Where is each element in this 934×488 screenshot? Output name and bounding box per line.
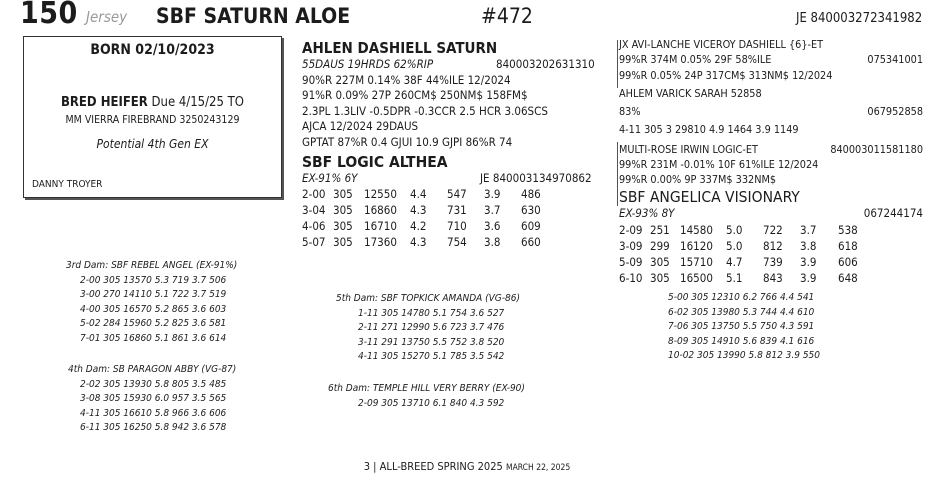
- pedigree-record: 3-11 291 13750 5.5 752 3.8 520: [358, 336, 505, 348]
- grand-dam-record: 10-02 305 13990 5.8 812 3.9 550: [668, 350, 820, 362]
- pedigree-record: 3-00 270 14110 5.1 722 3.7 519: [80, 289, 227, 301]
- pedigree-record: 2-00 305 13570 5.3 719 3.7 506: [80, 274, 227, 286]
- sire-line2: 90%R 227M 0.14% 38F 44%ILE 12/2024: [302, 72, 511, 87]
- record-cell: 630: [521, 203, 541, 218]
- fifth-dam-title: 5th Dam: SBF TOPKICK AMANDA (VG-86): [336, 293, 520, 304]
- record-cell: 14580: [680, 222, 713, 237]
- mgs2-line: [619, 142, 923, 157]
- sire-line3: 91%R 0.09% 27P 260CM$ 250NM$ 158FM$: [302, 88, 528, 103]
- record-cell: 722: [763, 222, 783, 237]
- divider-line: [617, 142, 618, 188]
- dam-records-table: [302, 186, 551, 250]
- breed-label: Jersey: [86, 8, 128, 26]
- record-cell: 5.1: [726, 270, 743, 285]
- mgs-line2: 99%R 0.05% 24P 317CM$ 313NM$ 12/2024: [619, 68, 833, 82]
- dam-reg: JE 840003134970862: [480, 170, 592, 185]
- record-row: [619, 254, 868, 270]
- record-cell: 16860: [364, 203, 397, 218]
- record-cell: 3.9: [484, 187, 501, 202]
- footer-page: 3 | ALL-BREED SPRING 2025: [363, 460, 503, 473]
- info-box: [23, 36, 282, 198]
- pedigree-record: 2-09 305 13710 6.1 840 4.3 592: [358, 397, 505, 409]
- pedigree-record: 5-02 284 15960 5.2 825 3.6 581: [80, 318, 227, 330]
- potential-note: Potential 4th Gen EX: [96, 137, 209, 151]
- record-cell: 5.0: [726, 238, 743, 253]
- bred-status: [24, 95, 281, 110]
- mgs-line1: [619, 52, 923, 67]
- grand-dam-class: EX-93% 8Y: [619, 205, 675, 220]
- record-cell: 3-09: [619, 238, 643, 253]
- record-cell: 739: [763, 254, 783, 269]
- record-cell: 547: [447, 187, 467, 202]
- record-cell: 305: [650, 270, 670, 285]
- record-cell: 4.2: [410, 219, 427, 234]
- consignor-name: DANNY TROYER: [32, 179, 103, 190]
- sire-daughters: 55DAUS 19HRDS 62%RIP: [302, 57, 434, 71]
- pg-dam-name: AHLEM VARICK SARAH 52858: [619, 86, 762, 100]
- record-cell: 648: [838, 270, 858, 285]
- record-cell: 305: [333, 219, 353, 234]
- record-cell: 3.9: [800, 254, 817, 269]
- mgs-name: JX AVI-LANCHE VICEROY DASHIELL {6}-ET: [619, 38, 824, 51]
- dam-name: SBF LOGIC ALTHEA: [302, 152, 448, 171]
- sire-line1: [302, 57, 602, 73]
- sire-reg: 840003202631310: [496, 57, 595, 71]
- pedigree-record: 2-02 305 13930 5.8 805 3.5 485: [80, 378, 227, 390]
- fifth-dam: [336, 292, 520, 365]
- record-cell: 3.9: [800, 270, 817, 285]
- record-cell: 305: [333, 235, 353, 250]
- pg-dam-percent: 83%: [619, 105, 641, 119]
- sire-section: [302, 39, 602, 250]
- record-cell: 16500: [680, 270, 713, 285]
- record-cell: 4.3: [410, 235, 427, 250]
- record-cell: 5-07: [302, 235, 326, 250]
- record-cell: 754: [447, 235, 467, 250]
- record-cell: 5.0: [726, 222, 743, 237]
- third-dam: [66, 259, 237, 347]
- record-cell: 3.7: [800, 222, 817, 237]
- registration-number: JE 840003272341982: [796, 11, 923, 26]
- birth-date: BORN 02/10/2023: [90, 42, 215, 58]
- grand-dam-record: 6-02 305 13980 5.3 744 4.4 610: [668, 306, 815, 318]
- mgs-reg: 075341001: [867, 53, 923, 67]
- record-cell: 3-04: [302, 203, 326, 218]
- pedigree-record: 6-11 305 16250 5.8 942 3.6 578: [80, 422, 227, 434]
- pedigree-record: 7-01 305 16860 5.1 861 3.6 614: [80, 332, 227, 344]
- record-row: [619, 238, 868, 254]
- record-cell: 660: [521, 235, 541, 250]
- due-date: Due 4/15/25 TO: [147, 95, 244, 110]
- mgs-stats: 99%R 374M 0.05% 29F 58%ILE: [619, 53, 772, 67]
- divider-line: [617, 188, 618, 206]
- third-dam-title: 3rd Dam: SBF REBEL ANGEL (EX-91%): [66, 260, 238, 271]
- record-cell: 843: [763, 270, 783, 285]
- grand-dam-additional-records: [668, 291, 820, 364]
- footer-date: MARCH 22, 2025: [505, 463, 571, 473]
- dam-classification: EX-91% 6Y: [302, 170, 358, 185]
- grand-dam-class-line: [619, 206, 923, 221]
- sire-line5: AJCA 12/2024 29DAUS: [302, 119, 419, 134]
- record-cell: 710: [447, 219, 467, 234]
- sire-line6: GPTAT 87%R 0.4 GJUI 10.9 GJPI 86%R 74: [302, 134, 513, 149]
- record-cell: 486: [521, 187, 541, 202]
- record-cell: 4.3: [410, 203, 427, 218]
- grand-dam-name: SBF ANGELICA VISIONARY: [619, 187, 800, 206]
- animal-name: SBF SATURN ALOE: [156, 4, 351, 28]
- page-footer: [0, 460, 934, 473]
- record-cell: 305: [650, 254, 670, 269]
- record-cell: 4.4: [410, 187, 427, 202]
- grand-dam-records-table: [619, 222, 868, 286]
- sire-line4: 2.3PL 1.3LIV -0.5DPR -0.3CCR 2.5 HCR 3.06SCS: [302, 103, 548, 118]
- pg-dam-record: 4-11 305 3 29810 4.9 1464 3.9 1149: [619, 123, 799, 137]
- record-cell: 609: [521, 219, 541, 234]
- mgs2-line2: 99%R 0.00% 9P 337M$ 332NM$: [619, 173, 777, 187]
- record-cell: 17360: [364, 235, 397, 250]
- record-cell: 251: [650, 222, 670, 237]
- sire-name: AHLEN DASHIELL SATURN: [302, 39, 498, 57]
- record-cell: 305: [333, 203, 353, 218]
- lot-number: 150: [20, 0, 78, 31]
- record-cell: 812: [763, 238, 783, 253]
- pg-dam-reg: 067952858: [867, 105, 923, 119]
- grand-dam-record: 5-00 305 12310 6.2 766 4.4 541: [668, 292, 815, 303]
- fourth-dam: [68, 363, 236, 436]
- record-cell: 16710: [364, 219, 397, 234]
- tag-number: #472: [481, 4, 533, 28]
- record-cell: 3.7: [484, 203, 501, 218]
- grand-dam-record: 8-09 305 14910 5.6 839 4.1 616: [668, 335, 815, 347]
- maternal-section: [619, 37, 923, 286]
- record-row: [302, 202, 551, 218]
- pedigree-record: 3-08 305 15930 6.0 957 3.5 565: [80, 393, 227, 405]
- record-row: [302, 186, 551, 202]
- pedigree-record: 2-11 271 12990 5.6 723 3.7 476: [358, 322, 505, 334]
- pg-dam-line1: [619, 104, 923, 119]
- record-cell: 5-09: [619, 254, 643, 269]
- record-cell: 3.6: [484, 219, 501, 234]
- pedigree-record: 4-11 305 15270 5.1 785 3.5 542: [358, 351, 505, 363]
- record-cell: 3.8: [800, 238, 817, 253]
- record-cell: 12550: [364, 187, 397, 202]
- record-cell: 299: [650, 238, 670, 253]
- bred-heifer-label: BRED HEIFER: [61, 95, 148, 110]
- record-cell: 3.8: [484, 235, 501, 250]
- mgs2-reg: 840003011581180: [830, 142, 923, 156]
- record-cell: 4-06: [302, 219, 326, 234]
- record-cell: 305: [333, 187, 353, 202]
- fourth-dam-title: 4th Dam: SB PARAGON ABBY (VG-87): [68, 364, 237, 375]
- grand-dam-record: 7-06 305 13750 5.5 750 4.3 591: [668, 321, 815, 333]
- pedigree-record: 1-11 305 14780 5.1 754 3.6 527: [358, 307, 505, 319]
- record-cell: 15710: [680, 254, 713, 269]
- grand-dam-reg: 067244174: [863, 205, 923, 220]
- record-cell: 6-10: [619, 270, 643, 285]
- record-cell: 2-09: [619, 222, 643, 237]
- service-sire: MM VIERRA FIREBRAND 3250243129: [65, 114, 240, 126]
- divider-line: [617, 40, 618, 88]
- record-cell: 618: [838, 238, 858, 253]
- record-row: [619, 270, 868, 286]
- record-cell: 538: [838, 222, 858, 237]
- pedigree-record: 4-00 305 16570 5.2 865 3.6 603: [80, 303, 227, 315]
- record-cell: 2-00: [302, 187, 326, 202]
- dam-class-line: [302, 171, 602, 187]
- mgs2-line1: 99%R 231M -0.01% 10F 61%ILE 12/2024: [619, 158, 819, 172]
- record-row: [619, 222, 868, 238]
- record-row: [302, 234, 551, 250]
- record-cell: 731: [447, 203, 467, 218]
- pedigree-record: 4-11 305 16610 5.8 966 3.6 606: [80, 407, 227, 419]
- record-row: [302, 218, 551, 234]
- sixth-dam: [328, 382, 525, 411]
- sixth-dam-title: 6th Dam: TEMPLE HILL VERY BERRY (EX-90): [328, 383, 525, 394]
- record-cell: 16120: [680, 238, 713, 253]
- record-cell: 606: [838, 254, 858, 269]
- record-cell: 4.7: [726, 254, 743, 269]
- mgs2-name: MULTI-ROSE IRWIN LOGIC-ET: [619, 142, 758, 156]
